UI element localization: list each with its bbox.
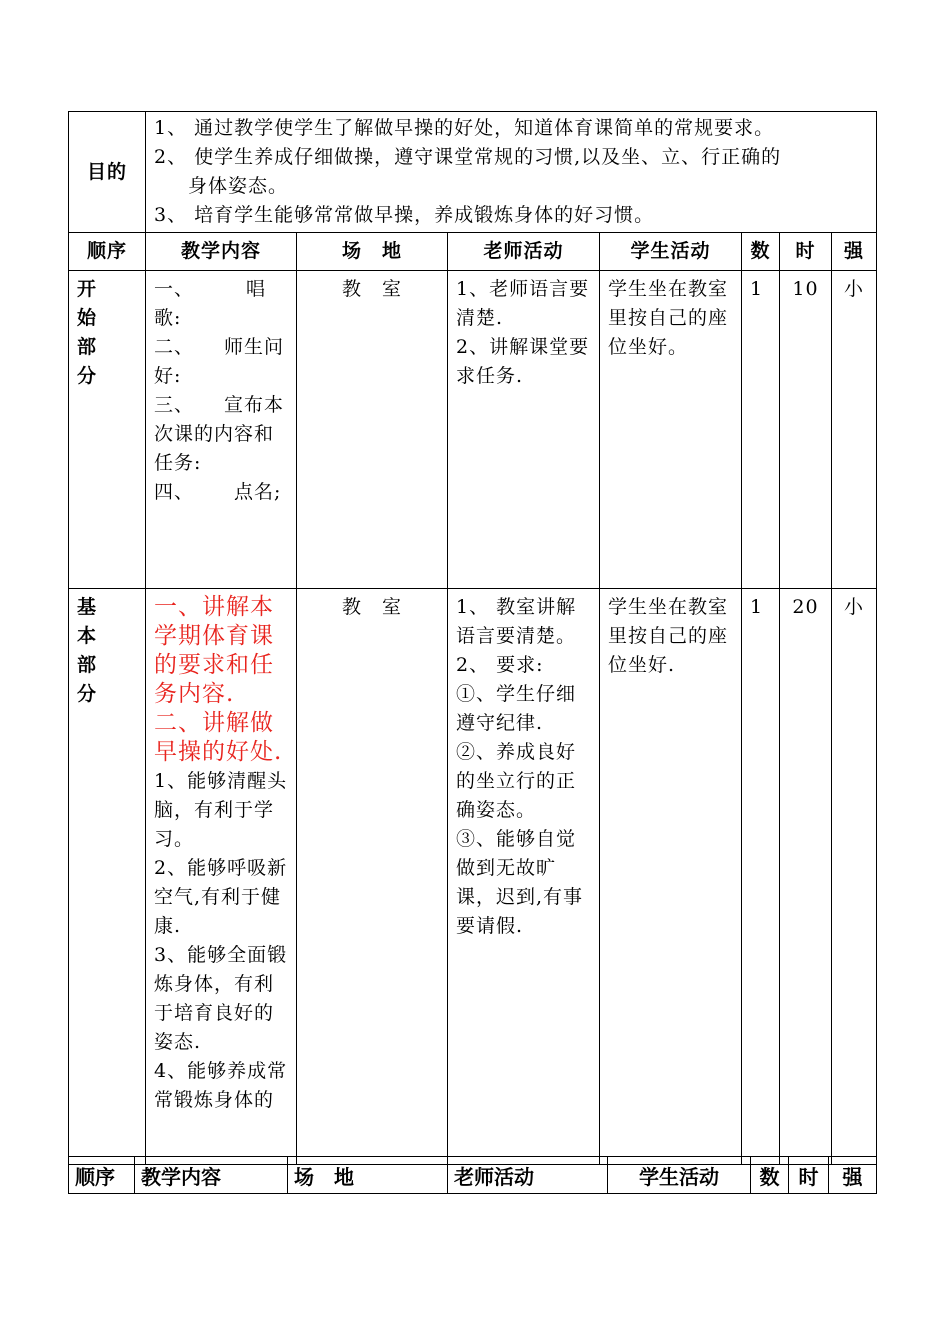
basic-section-venue: 教 室 (297, 589, 448, 1165)
header-intensity: 强 (832, 233, 877, 271)
content-heading: 二、讲解做早操的好处. (154, 710, 283, 765)
header-content: 教学内容 (146, 233, 297, 271)
start-section-label: 开 始 部 分 (69, 271, 146, 589)
basic-section-row (69, 589, 877, 1165)
basic-section-content (146, 589, 297, 1165)
footer-time: 时 (789, 1157, 829, 1194)
header-order: 顺序 (69, 233, 146, 271)
basic-section-time: 20 (780, 589, 832, 1165)
footer-header-table (68, 1156, 877, 1194)
header-count: 数 (742, 233, 780, 271)
content-item: 4、能够养成常常锻炼身体的 (154, 1060, 288, 1111)
footer-student: 学生活动 (608, 1157, 751, 1194)
goal-item-cont: 身体姿态。 (188, 175, 289, 197)
goal-item: 3、 培育学生能够常常做早操，养成锻炼身体的好习惯。 (154, 204, 655, 226)
header-student: 学生活动 (600, 233, 742, 271)
start-section-count: 1 (742, 271, 780, 589)
goal-item: 2、 使学生养成仔细做操，遵守课堂常规的习惯,以及坐、立、行正确的 (154, 146, 782, 168)
goal-label: 目的 (69, 112, 146, 233)
footer-intensity: 强 (829, 1157, 877, 1194)
start-section-row (69, 271, 877, 589)
footer-venue: 场 地 (288, 1157, 448, 1194)
content-heading: 一、讲解本学期体育课的要求和任务内容. (154, 594, 274, 707)
basic-section-intensity: 小 (832, 589, 877, 1165)
content-item: 1、能够清醒头脑，有利于学习。 (154, 770, 288, 850)
content-item: 2、能够呼吸新空气,有利于健康. (154, 857, 288, 937)
start-section-teacher: 1、老师语言要清楚. 2、讲解课堂要求任务. (448, 271, 600, 589)
start-section-student: 学生坐在教室里按自己的座位坐好。 (600, 271, 742, 589)
footer-content: 教学内容 (135, 1157, 288, 1194)
goal-content (146, 112, 877, 233)
footer-count: 数 (751, 1157, 789, 1194)
basic-section-student: 学生坐在教室里按自己的座位坐好. (600, 589, 742, 1165)
footer-header-row (69, 1157, 877, 1194)
header-venue: 场 地 (297, 233, 448, 271)
content-item: 二、 师生问好: (154, 336, 285, 387)
start-section-time: 10 (780, 271, 832, 589)
footer-teacher: 老师活动 (448, 1157, 608, 1194)
goal-item: 1、 通过教学使学生了解做早操的好处，知道体育课简单的常规要求。 (154, 117, 775, 139)
header-row (69, 233, 877, 271)
header-teacher: 老师活动 (448, 233, 600, 271)
content-item: 3、能够全面锻炼身体，有利于培育良好的姿态. (154, 944, 288, 1053)
lesson-plan-table (68, 111, 877, 1165)
start-section-intensity: 小 (832, 271, 877, 589)
start-section-venue: 教 室 (297, 271, 448, 589)
goal-row (69, 112, 877, 233)
content-item: 三、 宣布本次课的内容和任务: (154, 394, 285, 474)
content-item: 四、 点名; (154, 481, 282, 503)
basic-section-count: 1 (742, 589, 780, 1165)
start-section-content (146, 271, 297, 589)
content-item: 一、 唱歌: (154, 278, 267, 329)
basic-section-label: 基 本 部 分 (69, 589, 146, 1165)
basic-section-teacher: 1、 教室讲解语言要清楚。 2、 要求: ①、学生仔细遵守纪律. ②、养成良好的坐立行的正确姿态。 ③、能够自觉做到无故旷课，迟到,有事要请假. (448, 589, 600, 1165)
footer-order: 顺序 (69, 1157, 135, 1194)
header-time: 时 (780, 233, 832, 271)
